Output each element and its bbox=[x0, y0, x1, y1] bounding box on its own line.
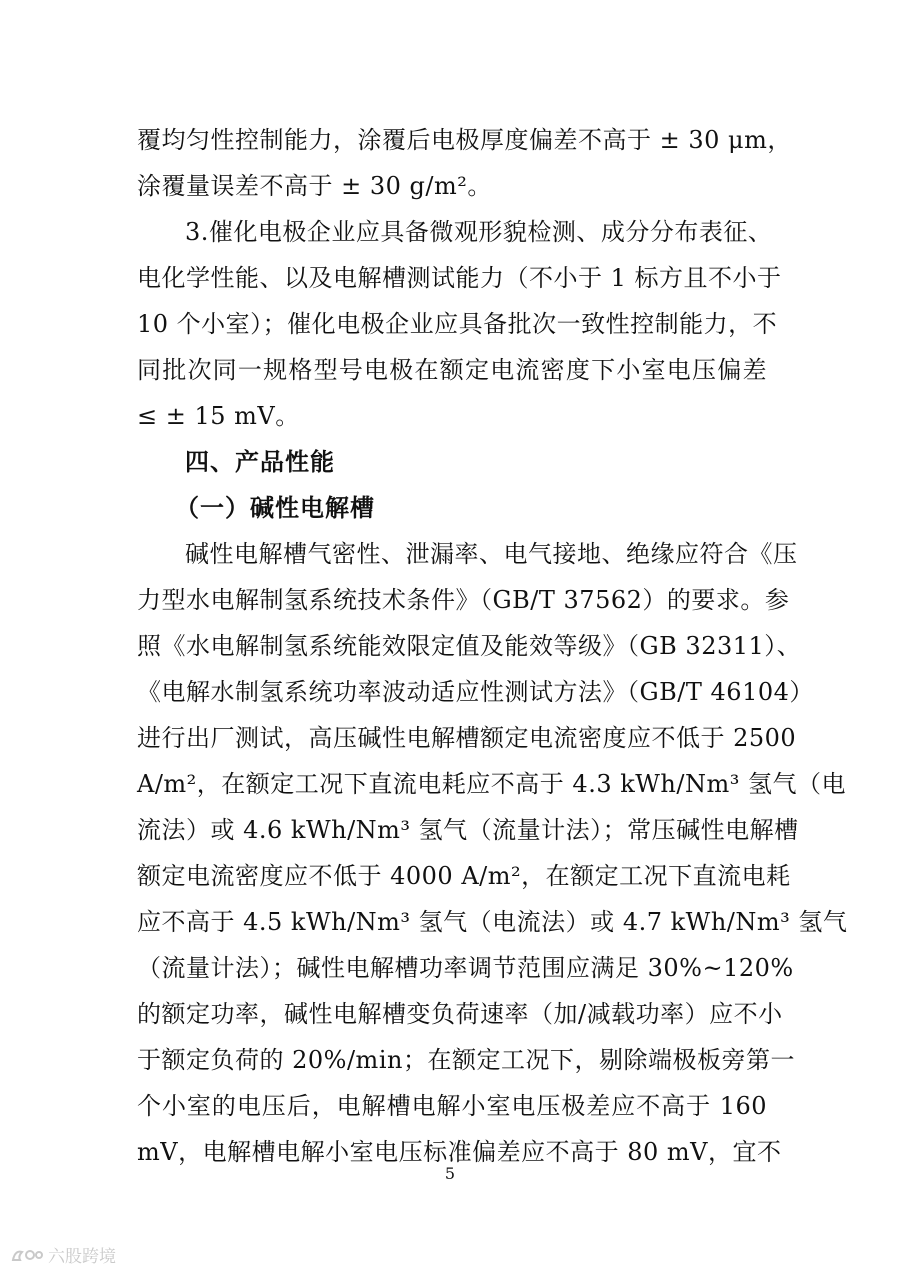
text-line: 应不高于 4.5 kWh/Nm³ 氢气（电流法）或 4.7 kWh/Nm³ 氢气 bbox=[137, 908, 848, 936]
text-line: 个小室的电压后，电解槽电解小室电压极差应不高于 160 bbox=[137, 1092, 767, 1120]
text-line: 流法）或 4.6 kWh/Nm³ 氢气（流量计法）；常压碱性电解槽 bbox=[137, 816, 799, 844]
text-line: 《电解水制氢系统功率波动适应性测试方法》（GB/T 46104） bbox=[137, 678, 814, 706]
subsection-heading: （一）碱性电解槽 bbox=[175, 494, 375, 522]
watermark-logo-icon bbox=[10, 1244, 44, 1266]
text-line: 涂覆量误差不高于 ± 30 g/m²。 bbox=[137, 172, 492, 200]
text-line: mV，电解槽电解小室电压标准偏差应不高于 80 mV，宜不 bbox=[137, 1138, 782, 1166]
text-line: 照《水电解制氢系统能效限定值及能效等级》（GB 32311）、 bbox=[137, 632, 802, 660]
text-line: 的额定功率，碱性电解槽变负荷速率（加/减载功率）应不小 bbox=[137, 1000, 783, 1028]
text-line: 同批次同一规格型号电极在额定电流密度下小室电压偏差 bbox=[137, 356, 767, 384]
watermark-text: 六股跨境 bbox=[48, 1247, 116, 1267]
text-line: 于额定负荷的 20%/min；在额定工况下，剔除端极板旁第一 bbox=[137, 1046, 795, 1074]
text-line: 力型水电解制氢系统技术条件》（GB/T 37562）的要求。参 bbox=[137, 586, 790, 614]
page-number: 5 bbox=[444, 1164, 456, 1183]
text-line: 额定电流密度应不低于 4000 A/m²，在额定工况下直流电耗 bbox=[137, 862, 791, 890]
text-line: 10 个小室）；催化电极企业应具备批次一致性控制能力，不 bbox=[137, 310, 778, 338]
text-line: 碱性电解槽气密性、泄漏率、电气接地、绝缘应符合《压 bbox=[185, 540, 798, 568]
text-line: ≤ ± 15 mV。 bbox=[137, 402, 300, 430]
text-line: 电化学性能、以及电解槽测试能力（不小于 1 标方且不小于 bbox=[137, 264, 782, 292]
text-line: 进行出厂测试，高压碱性电解槽额定电流密度应不低于 2500 bbox=[137, 724, 797, 752]
text-line: 覆均匀性控制能力，涂覆后电极厚度偏差不高于 ± 30 μm， bbox=[137, 126, 792, 154]
text-line: 3.催化电极企业应具备微观形貌检测、成分分布表征、 bbox=[185, 218, 773, 246]
text-line: A/m²，在额定工况下直流电耗应不高于 4.3 kWh/Nm³ 氢气（电 bbox=[137, 770, 846, 798]
section-heading: 四、产品性能 bbox=[185, 448, 335, 476]
watermark bbox=[10, 1242, 116, 1267]
text-line: （流量计法）；碱性电解槽功率调节范围应满足 30%~120% bbox=[137, 954, 794, 982]
